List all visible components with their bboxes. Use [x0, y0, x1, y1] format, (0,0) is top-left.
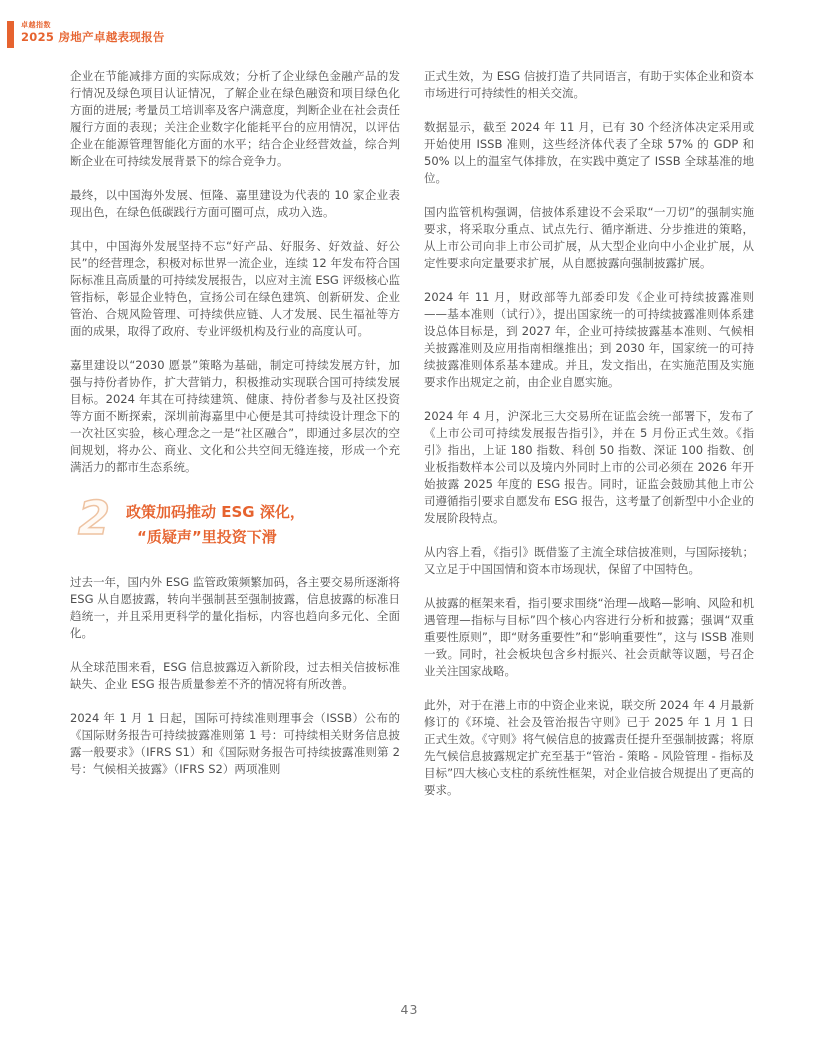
- paragraph: 嘉里建设以“2030 愿景”策略为基础，制定可持续发展方针，加强与持份者协作，扩大营销力，积极推动实现联合国可持续发展目标。2024 年其在可持续建筑、健康、持份者参与及社区投资等方面不断探索，深圳前海嘉里中心便是其可持续设计理念下的一次社区实验，核心理念之一是“社区融合”，即通过多层次的空间规划，将办公、商业、文化和公共空间无缝连接，形成一个充满活力的都市生态系统。: [70, 358, 400, 474]
- header-accent-bar: [7, 21, 14, 48]
- header-title: 2025 房地产卓越表现报告: [21, 30, 165, 44]
- paragraph: 企业在节能减排方面的实际成效；分析了企业绿色金融产品的发行情况及绿色项目认证情况，了解企业在绿色融资和项目绿色化方面的进展; 考量员工培训率及客户满意度，判断企业在社会责任履行方面的表现；关注企业数字化能耗平台的应用情况，以评估企业在能源管理智能化方面的水平；结合企业经营效益，综合判断企业在可持续发展背景下的综合竞争力。: [70, 69, 400, 168]
- paragraph: 从全球范围来看，ESG 信息披露迈入新阶段，过去相关信披标准缺失、企业 ESG 报告质量参差不齐的情况将有所改善。: [70, 660, 400, 691]
- body-columns: [70, 68, 754, 799]
- paragraph: 此外，对于在港上市的中资企业来说，联交所 2024 年 4 月最新修订的《环境、社会及管治报告守则》已于 2025 年 1 月 1 日正式生效。《守则》将气候信息的披露责任提升至强制披露；将原先气候信息披露规定扩充至基于“管治 - 策略 - 风险管理 - 指标及目标”四大核心支柱的系统性框架，对企业信披合规提出了更高的要求。: [424, 698, 754, 797]
- paragraph: 数据显示，截至 2024 年 11 月，已有 30 个经济体决定采用或开始使用 ISSB 准则，这些经济体代表了全球 57% 的 GDP 和 50% 以上的温室气体排放，在实践中奠定了 ISSB 全球基准的地位。: [424, 120, 754, 185]
- section-title-line2: “质疑声”里投资下滑: [137, 528, 277, 546]
- paragraph: 从内容上看，《指引》既借鉴了主流全球信披准则，与国际接轨；又立足于中国国情和资本市场现状，保留了中国特色。: [424, 545, 754, 576]
- section-number: 2: [78, 491, 111, 545]
- paragraph: 正式生效，为 ESG 信披打造了共同语言，有助于实体企业和资本市场进行可持续性的相关交流。: [424, 69, 754, 100]
- paragraph: 从披露的框架来看，指引要求围绕“治理—战略—影响、风险和机遇管理—指标与目标”四个核心内容进行分析和披露；强调“双重重要性原则”，即“财务重要性”和“影响重要性”，这与 ISSB 准则一致。同时，社会板块包含乡村振兴、社会贡献等议题，号召企业关注国家战略。: [424, 596, 754, 678]
- section-title-line1: 政策加码推动 ESG 深化，: [126, 503, 305, 521]
- paragraph: 2024 年 4 月，沪深北三大交易所在证监会统一部署下，发布了《上市公司可持续发展报告指引》，并在 5 月份正式生效。《指引》指出，上证 180 指数、科创 50 指数、深证 100 指数、创业板指数样本公司以及境内外同时上市的公司必须在 2026 年开始披露 2025 年度的 ESG 报告。同时，证监会鼓励其他上市公司遵循指引要求自愿发布 ESG 报告，这考量了创新型中小企业的发展阶段特点。: [424, 409, 754, 525]
- section-title: [126, 493, 305, 550]
- page-number: 43: [400, 1002, 419, 1017]
- right-column: [424, 68, 754, 799]
- paragraph: 最终，以中国海外发展、恒隆、嘉里建设为代表的 10 家企业表现出色，在绿色低碳践行方面可圈可点，成功入选。: [70, 188, 400, 219]
- paragraph: 过去一年，国内外 ESG 监管政策频繁加码，各主要交易所逐渐将 ESG 从自愿披露，转向半强制甚至强制披露，信息披露的标准日趋统一，并且采用更科学的量化指标，内容也趋向多元化、全面化。: [70, 575, 400, 640]
- paragraph: 2024 年 11 月，财政部等九部委印发《企业可持续披露准则——基本准则（试行）》，提出国家统一的可持续披露准则体系建设总体目标是，到 2027 年，企业可持续披露基本准则、气候相关披露准则及应用指南相继推出；到 2030 年，国家统一的可持续披露准则体系基本建成。并且，发文指出，在实施范围及实施要求作出规定之前，由企业自愿实施。: [424, 290, 754, 389]
- paragraph: 国内监管机构强调，信披体系建设不会采取“一刀切”的强制实施要求，将采取分重点、试点先行、循序渐进、分步推进的策略，从上市公司向非上市公司扩展，从大型企业向中小企业扩展，从定性要求向定量要求扩展，从自愿披露向强制披露扩展。: [424, 205, 754, 270]
- paragraph: 其中，中国海外发展坚持不忘“好产品、好服务、好效益、好公民”的经营理念，积极对标世界一流企业，连续 12 年发布符合国际标准且高质量的可持续发展报告，以应对主流 ESG 评级核心监管指标，彰显企业特色，宣扬公司在绿色建筑、创新研发、企业管治、合规风险管理、可持续供应链、人才发展、民生福祉等方面的成果，取得了政府、专业评级机构及行业的高度认可。: [70, 239, 400, 338]
- left-column: [70, 68, 400, 799]
- header-text: [21, 21, 165, 45]
- section-heading: [78, 493, 400, 550]
- report-header: [7, 21, 165, 48]
- header-eyebrow: 卓越指数: [21, 21, 51, 29]
- paragraph: 2024 年 1 月 1 日起，国际可持续准则理事会（ISSB）公布的《国际财务报告可持续披露准则第 1 号：可持续相关财务信息披露一般要求》（IFRS S1）和《国际财务报告可持续披露准则第 2 号：气候相关披露》（IFRS S2）两项准则: [70, 711, 400, 776]
